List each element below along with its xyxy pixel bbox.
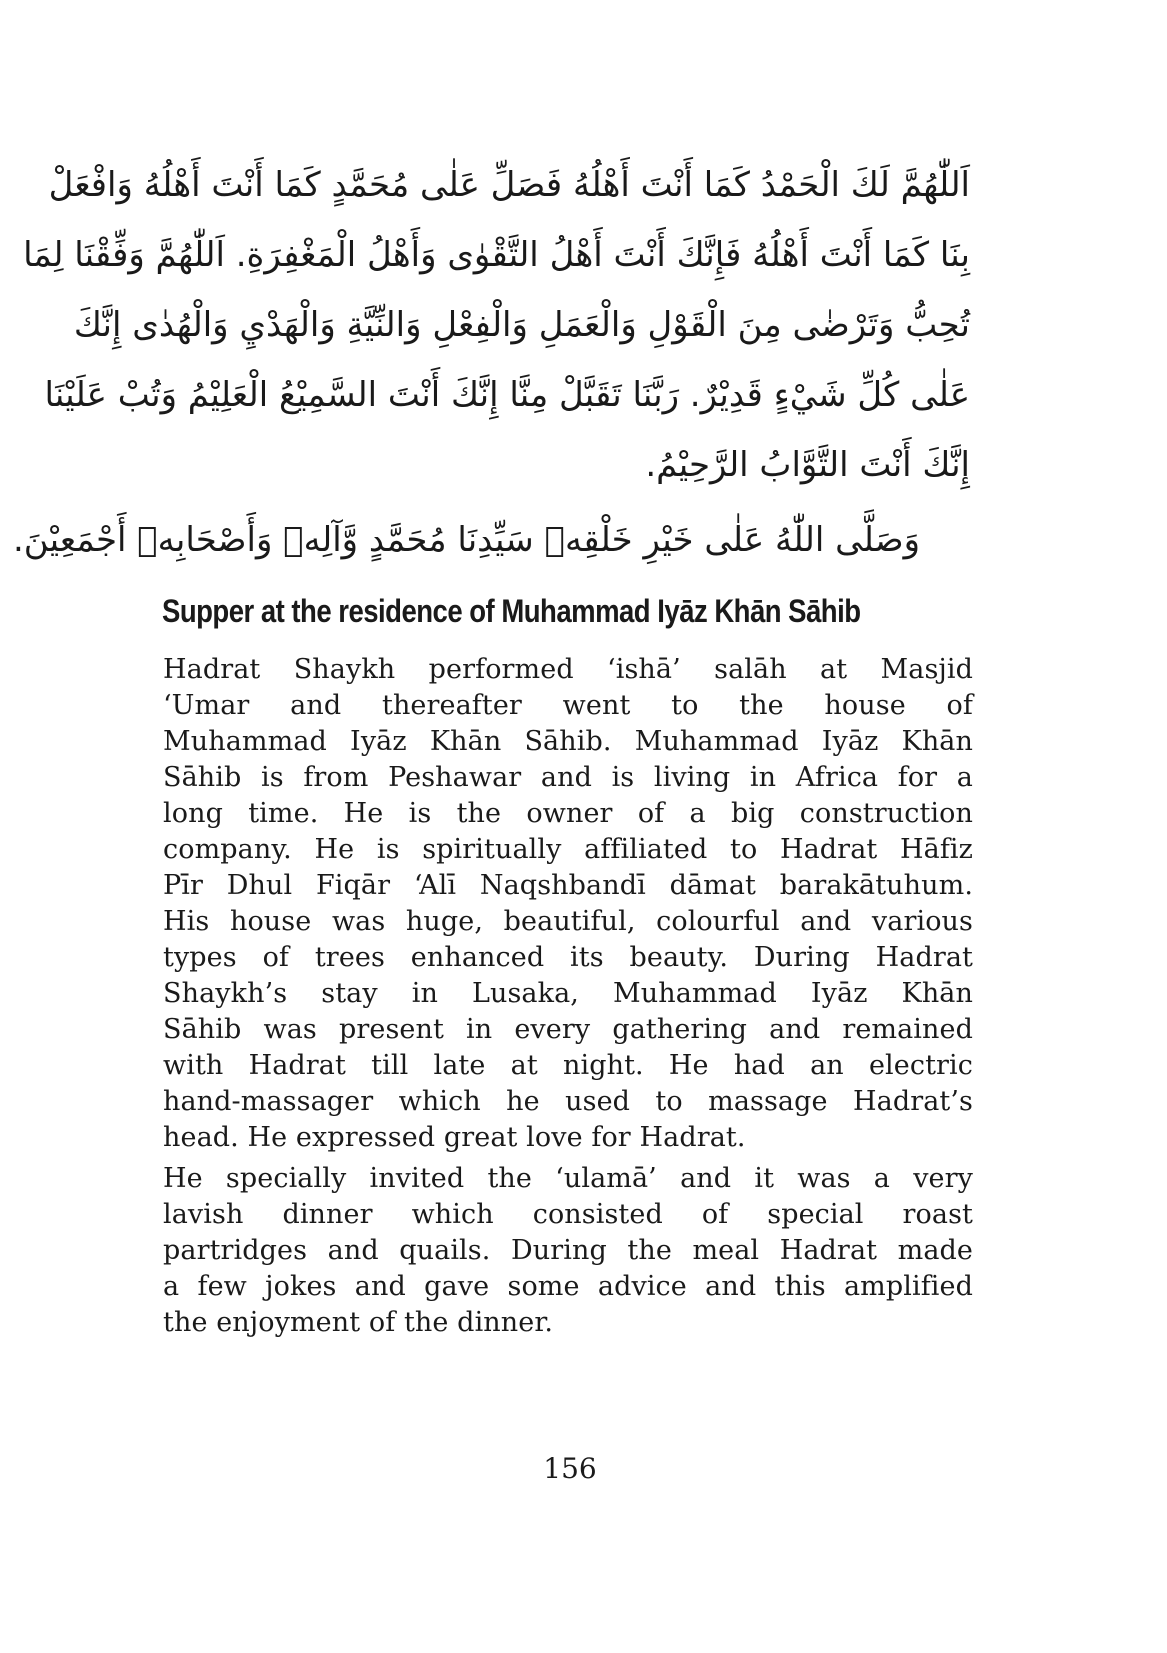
arabic-dua-line: اَللّٰهُمَّ لَكَ الْحَمْدُ كَمَا أَنْتَ أَهْلُهُ فَصَلِّ عَلٰى مُحَمَّدٍ كَمَا أَنْتَ أَهْلُهُ وَافْعَلْ [48,165,970,205]
arabic-dua-line: تُحِبُّ وَتَرْضٰى مِنَ الْقَوْلِ وَالْعَمَلِ وَالْفِعْلِ وَالنِّيَّةِ وَالْهَدْيِ وَالْهُدٰى إِنَّكَ [73,305,970,345]
paragraph-line: head. He expressed great love for Hadrat. [163,1122,746,1153]
arabic-dua-line: إِنَّكَ أَنْتَ التَّوَّابُ الرَّحِيْمُ. [645,445,970,485]
paragraph-line: long time. He is the owner of a big construction [163,798,973,829]
paragraph-line: types of trees enhanced its beauty. During Hadrat [163,942,973,973]
paragraph-line: lavish dinner which consisted of special roast [163,1199,973,1230]
paragraph-line: He specially invited the ‘ulamā’ and it was a very [163,1163,973,1194]
paragraph-line: a few jokes and gave some advice and this amplified [163,1271,973,1302]
paragraph-line: the enjoyment of the dinner. [163,1307,554,1338]
paragraph-line: partridges and quails. During the meal Hadrat made [163,1235,973,1266]
arabic-dua-line: بِنَا كَمَا أَنْتَ أَهْلُهُ فَإِنَّكَ أَنْتَ أَهْلُ التَّقْوٰى وَأَهْلُ الْمَغْفِرَةِ. اَللّٰهُمَّ وَفِّقْنَا لِمَا [23,235,970,275]
page-number: 156 [543,1452,597,1485]
arabic-salawat: وَصَلَّى اللّٰهُ عَلٰى خَيْرِ خَلْقِهٖ سَيِّدِنَا مُحَمَّدٍ وَّآلِهٖ وَأَصْحَابِهٖ أَجْمَعِيْنَ. [12,520,920,560]
paragraph-line: Sāhib is from Peshawar and is living in Africa for a [163,762,973,793]
paragraph-line: company. He is spiritually affiliated to Hadrat Hāfiz [163,834,973,865]
paragraph-line: Sāhib was present in every gathering and remained [163,1014,973,1045]
arabic-dua [23,150,970,500]
paragraph-line: Muhammad Iyāz Khān Sāhib. Muhammad Iyāz Khān [163,726,973,757]
paragraph-line: His house was huge, beautiful, colourful and various [163,906,973,937]
arabic-dua-line: عَلٰى كُلِّ شَيْءٍ قَدِيْرٌ. رَبَّنَا تَقَبَّلْ مِنَّا إِنَّكَ أَنْتَ السَّمِيْعُ الْعَلِيْمُ وَتُبْ عَلَيْنَا [44,375,970,415]
paragraph-line: Shaykh’s stay in Lusaka, Muhammad Iyāz Khān [163,978,973,1009]
paragraph-line: Pīr Dhul Fiqār ‘Alī Naqshbandī dāmat barakātuhum. [163,870,973,901]
paragraph-line: Hadrat Shaykh performed ‘ishā’ salāh at Masjid [163,654,973,685]
paragraph-line: with Hadrat till late at night. He had an electric [163,1050,973,1081]
section-heading: Supper at the residence of Muhammad Iyāz Khān Sāhib [162,593,861,629]
paragraph-line: hand-massager which he used to massage Hadrat’s [163,1086,973,1117]
paragraph-line: ‘Umar and thereafter went to the house of [163,690,973,721]
body-paragraph [163,652,973,1156]
body-paragraph [163,1161,973,1341]
